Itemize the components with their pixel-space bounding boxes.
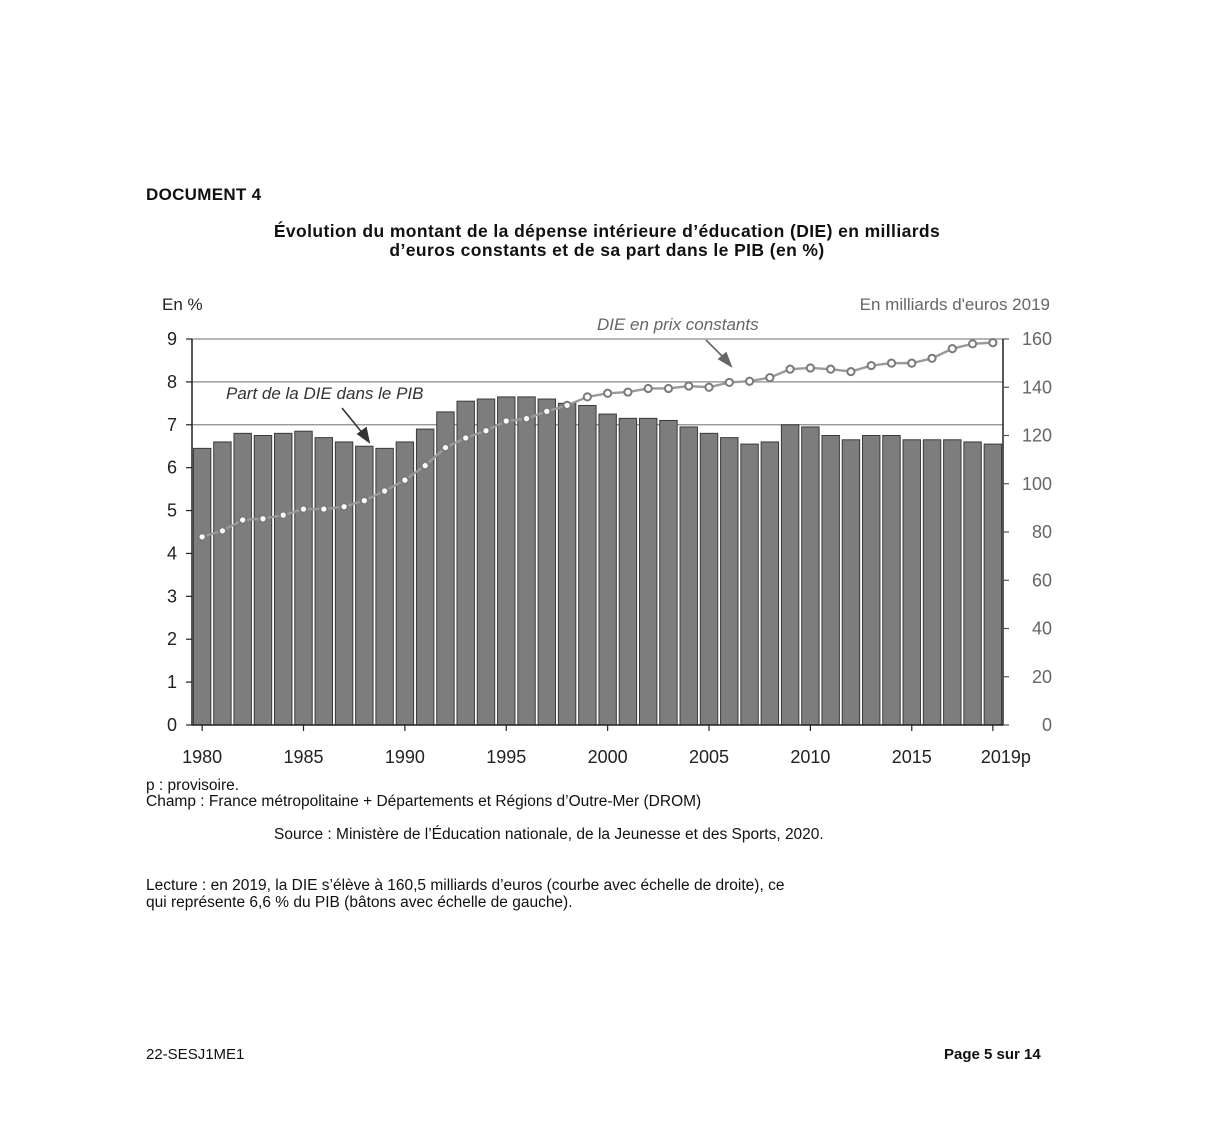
document-label: DOCUMENT 4 bbox=[146, 185, 262, 204]
bar bbox=[680, 427, 697, 725]
y-right-tick-label: 20 bbox=[1031, 666, 1052, 687]
line-point bbox=[563, 402, 570, 409]
line-point bbox=[746, 378, 753, 385]
bar bbox=[944, 440, 961, 725]
bar bbox=[538, 399, 555, 725]
bar bbox=[356, 446, 373, 725]
line-point bbox=[300, 505, 307, 512]
line-point bbox=[705, 384, 712, 391]
y-right-tick-label: 100 bbox=[1021, 473, 1052, 494]
annotation-arrow-die-prix-constants bbox=[706, 340, 731, 366]
bar bbox=[721, 438, 738, 725]
y-right-tick-label: 0 bbox=[1041, 715, 1052, 735]
bar bbox=[741, 444, 758, 725]
bar bbox=[781, 425, 798, 725]
lecture-note bbox=[146, 877, 1076, 911]
bar bbox=[984, 444, 1001, 725]
bar bbox=[254, 436, 271, 726]
line-point bbox=[868, 362, 875, 369]
bar bbox=[761, 442, 778, 725]
y-left-tick-label: 3 bbox=[166, 586, 177, 607]
y-right-tick-label: 40 bbox=[1031, 618, 1052, 639]
y-left-tick-label: 1 bbox=[166, 672, 177, 693]
line-point bbox=[807, 364, 814, 371]
y-axis-right-label: En milliards d'euros 2019 bbox=[859, 295, 1050, 314]
y-left-tick-label: 0 bbox=[166, 715, 177, 735]
bar bbox=[416, 429, 433, 725]
source-note: Source : Ministère de l’Éducation nationale, de la Jeunesse et des Sports, 2020. bbox=[274, 826, 824, 843]
line-point bbox=[908, 360, 915, 367]
line-point bbox=[442, 444, 449, 451]
series-annotation-part-die-pib: Part de la DIE dans le PIB bbox=[226, 384, 424, 403]
line-point bbox=[665, 385, 672, 392]
line-point bbox=[361, 497, 368, 504]
line-point bbox=[543, 408, 550, 415]
lecture-line-2: qui représente 6,6 % du PIB (bâtons avec échelle de gauche). bbox=[146, 894, 573, 911]
bar bbox=[498, 397, 515, 725]
line-point bbox=[280, 512, 287, 519]
line-point bbox=[685, 382, 692, 389]
bar bbox=[923, 440, 940, 725]
bar bbox=[883, 436, 900, 726]
bar bbox=[903, 440, 920, 725]
y-right-tick-label: 160 bbox=[1021, 329, 1052, 349]
line-point bbox=[320, 505, 327, 512]
chart-title-line-2: d’euros constants et de sa part dans le PIB (en %) bbox=[389, 240, 825, 260]
y-left-tick-label: 6 bbox=[166, 457, 177, 478]
note-champ: Champ : France métropolitaine + Départements et Régions d’Outre-Mer (DROM) bbox=[146, 793, 702, 810]
line-point bbox=[482, 427, 489, 434]
x-tick-label: 2000 bbox=[587, 747, 628, 767]
bar bbox=[315, 438, 332, 725]
x-tick-label: 1990 bbox=[384, 747, 425, 767]
note-provisoire: p : provisoire. bbox=[146, 777, 240, 794]
x-tick-label: 2010 bbox=[790, 747, 831, 767]
line-point bbox=[624, 388, 631, 395]
x-tick-label: 1985 bbox=[283, 747, 324, 767]
y-left-tick-label: 2 bbox=[166, 629, 177, 650]
line-point bbox=[503, 417, 510, 424]
bar bbox=[842, 440, 859, 725]
bar bbox=[558, 403, 575, 725]
bar bbox=[599, 414, 616, 725]
line-point bbox=[401, 477, 408, 484]
line-point bbox=[726, 379, 733, 386]
line-point bbox=[199, 533, 206, 540]
bar bbox=[193, 448, 210, 725]
bar bbox=[700, 433, 717, 725]
line-point bbox=[219, 527, 226, 534]
footer-exam-code: 22-SESJ1ME1 bbox=[146, 1046, 245, 1063]
footer-page-number: Page 5 sur 14 bbox=[944, 1046, 1041, 1063]
y-left-tick-label: 9 bbox=[166, 329, 177, 349]
line-point bbox=[827, 366, 834, 373]
line-point bbox=[969, 340, 976, 347]
bar-series-part-die-pib bbox=[193, 397, 1001, 725]
y-axis-left-label: En % bbox=[162, 295, 203, 314]
x-tick-label: 2005 bbox=[688, 747, 730, 767]
bar bbox=[214, 442, 231, 725]
line-point bbox=[847, 368, 854, 375]
bar bbox=[335, 442, 352, 725]
bar bbox=[477, 399, 494, 725]
line-point bbox=[989, 339, 996, 346]
line-point bbox=[259, 515, 266, 522]
y-left-tick-label: 5 bbox=[166, 500, 177, 521]
y-right-tick-label: 140 bbox=[1021, 377, 1052, 398]
bar bbox=[457, 401, 474, 725]
lecture-line-1: Lecture : en 2019, la DIE s’élève à 160,5 milliards d’euros (courbe avec échelle de droite), ce bbox=[146, 877, 785, 894]
y-right-tick-label: 80 bbox=[1031, 522, 1052, 542]
bar bbox=[802, 427, 819, 725]
bar bbox=[660, 420, 677, 725]
line-point bbox=[381, 487, 388, 494]
x-tick-label: 2015 bbox=[891, 747, 932, 767]
y-right-tick-label: 120 bbox=[1021, 425, 1052, 446]
y-left-tick-label: 8 bbox=[166, 371, 177, 392]
bar bbox=[639, 418, 656, 725]
line-point bbox=[604, 390, 611, 397]
line-point bbox=[340, 503, 347, 510]
chart-title-line-1: Évolution du montant de la dépense intérieure d’éducation (DIE) en milliards bbox=[273, 221, 941, 241]
bar bbox=[822, 436, 839, 726]
line-point bbox=[888, 360, 895, 367]
line-point bbox=[787, 366, 794, 373]
line-point bbox=[462, 434, 469, 441]
bar bbox=[862, 436, 879, 726]
series-annotation-die-prix-constants: DIE en prix constants bbox=[597, 315, 759, 334]
y-left-tick-label: 7 bbox=[166, 414, 177, 435]
x-tick-label: 2019p bbox=[980, 747, 1031, 767]
line-point bbox=[422, 462, 429, 469]
line-point bbox=[239, 516, 246, 523]
line-point bbox=[949, 345, 956, 352]
bar bbox=[295, 431, 312, 725]
grid-lines bbox=[192, 339, 1003, 425]
line-point bbox=[584, 393, 591, 400]
x-tick-label: 1995 bbox=[486, 747, 527, 767]
bar bbox=[437, 412, 454, 725]
y-right-tick-label: 60 bbox=[1031, 570, 1052, 591]
bar bbox=[579, 405, 596, 725]
bar bbox=[964, 442, 981, 725]
line-point bbox=[645, 385, 652, 392]
bar bbox=[275, 433, 292, 725]
line-point bbox=[523, 415, 530, 422]
y-left-tick-label: 4 bbox=[166, 543, 177, 564]
bar bbox=[234, 433, 251, 725]
bar bbox=[619, 418, 636, 725]
line-point bbox=[766, 374, 773, 381]
x-tick-label: 1980 bbox=[182, 747, 223, 767]
line-point bbox=[928, 355, 935, 362]
bar bbox=[518, 397, 535, 725]
